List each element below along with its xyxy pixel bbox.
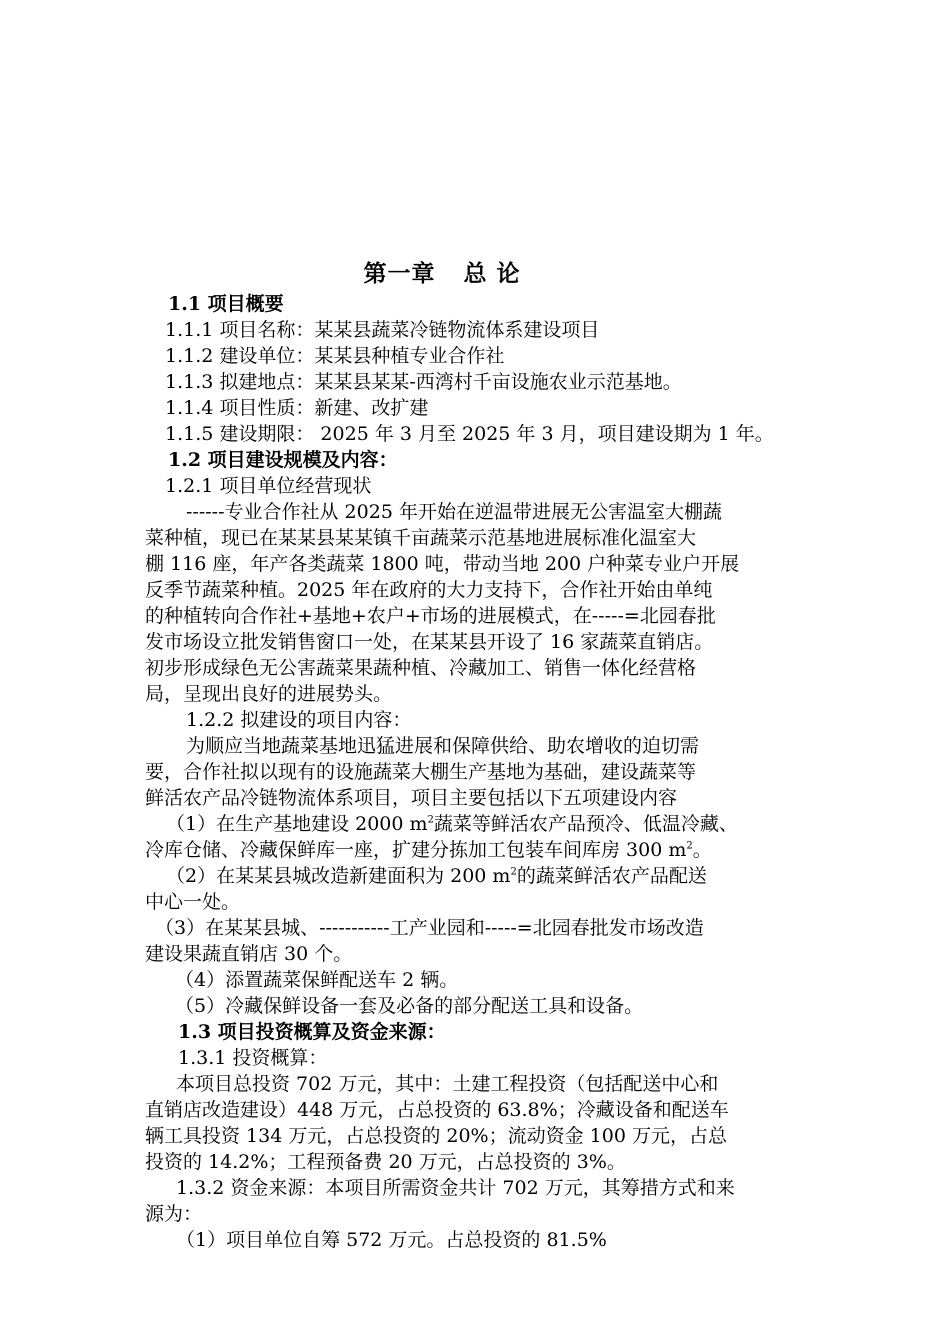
paragraph-line: 初步形成绿色无公害蔬菜果蔬种植、冷藏加工、销售一体化经营格	[145, 657, 697, 679]
paragraph-line: 投资的 14.2%；工程预备费 20 万元，占总投资的 3%。	[145, 1151, 626, 1173]
paragraph-line: 棚 116 座，年产各类蔬菜 1800 吨，带动当地 200 户种菜专业户开展	[145, 553, 740, 575]
list-item: （1）项目单位自筹 572 万元。占总投资的 81.5%	[176, 1229, 607, 1251]
paragraph-line: 要，合作社拟以现有的设施蔬菜大棚生产基地为基础，建设蔬菜等	[145, 761, 697, 783]
list-item: （2）在某某县城改造新建面积为 200 $m^2$的蔬菜鲜活农产品配送	[166, 865, 707, 887]
paragraph-line: 1.1.2 建设单位：某某县种植专业合作社	[165, 345, 505, 367]
paragraph-line: 冷库仓储、冷藏保鲜库一座，扩建分拣加工包装车间库房 300 $m^2$。	[145, 839, 712, 861]
list-item: （1）在生产基地建设 2000 $m^2$蔬菜等鲜活农产品预冷、低温冷藏、	[166, 813, 738, 835]
chapter-number: 第一章	[363, 261, 436, 287]
chapter-name: 总 论	[463, 261, 521, 287]
list-item: （4）添置蔬菜保鲜配送车 2 辆。	[175, 969, 459, 991]
subsection-heading: 1.3.1 投资概算：	[178, 1047, 328, 1069]
paragraph-line: 直销店改造建设）448 万元，占总投资的 63.8%；冷藏设备和配送车	[145, 1099, 729, 1121]
section-heading: 1.3 项目投资概算及资金来源：	[178, 1021, 446, 1043]
paragraph-line: 的种植转向合作社+基地+农户+市场的进展模式，在-----=北园春批	[145, 605, 716, 627]
paragraph-line: 局，呈现出良好的进展势头。	[145, 683, 393, 705]
paragraph-line: 鲜活农产品冷链物流体系项目，项目主要包括以下五项建设内容	[145, 787, 678, 809]
paragraph-line: 菜种植，现已在某某县某某镇千亩蔬菜示范基地进展标准化温室大	[145, 527, 697, 549]
paragraph-line: 1.1.1 项目名称：某某县蔬菜冷链物流体系建设项目	[165, 319, 600, 341]
paragraph-line: 1.1.3 拟建地点：某某县某某-西湾村千亩设施农业示范基地。	[165, 371, 682, 393]
paragraph-line: ------专业合作社从 2025 年开始在逆温带进展无公害温室大棚蔬	[186, 501, 722, 523]
paragraph-line: 本项目总投资 702 万元，其中：土建工程投资（包括配送中心和	[176, 1073, 719, 1095]
paragraph-line: 辆工具投资 134 万元，占总投资的 20%；流动资金 100 万元，占总	[145, 1125, 727, 1147]
paragraph-line: 1.1.4 项目性质：新建、改扩建	[165, 397, 429, 419]
paragraph-line: 建设果蔬直销店 30 个。	[145, 943, 353, 965]
section-heading: 1.1 项目概要	[168, 293, 284, 315]
paragraph-line: 1.1.5 建设期限： 2025 年 3 月至 2025 年 3 月，项目建设期为 1 年。	[165, 423, 774, 445]
list-item: （3）在某某县城、-----------工产业园和-----=北园春批发市场改造	[155, 917, 704, 939]
paragraph-line: 发市场设立批发销售窗口一处，在某某县开设了 16 家蔬菜直销店。	[145, 631, 714, 653]
paragraph-line: 为顺应当地蔬菜基地迅猛进展和保障供给、助农增收的迫切需	[186, 735, 700, 757]
section-heading: 1.2 项目建设规模及内容：	[168, 449, 398, 471]
chapter-title	[0, 255, 884, 288]
list-item: （5）冷藏保鲜设备一套及必备的部分配送工具和设备。	[175, 995, 644, 1017]
subsection-heading: 1.2.1 项目单位经营现状	[165, 475, 372, 497]
paragraph-line: 源为：	[145, 1203, 203, 1225]
paragraph-line: 中心一处。	[145, 891, 241, 913]
paragraph-line: 反季节蔬菜种植。2025 年在政府的大力支持下，合作社开始由单纯	[145, 579, 713, 601]
paragraph-line: 1.3.2 资金来源：本项目所需资金共计 702 万元，其筹措方式和来	[176, 1177, 735, 1199]
subsection-heading: 1.2.2 拟建设的项目内容：	[186, 709, 412, 731]
